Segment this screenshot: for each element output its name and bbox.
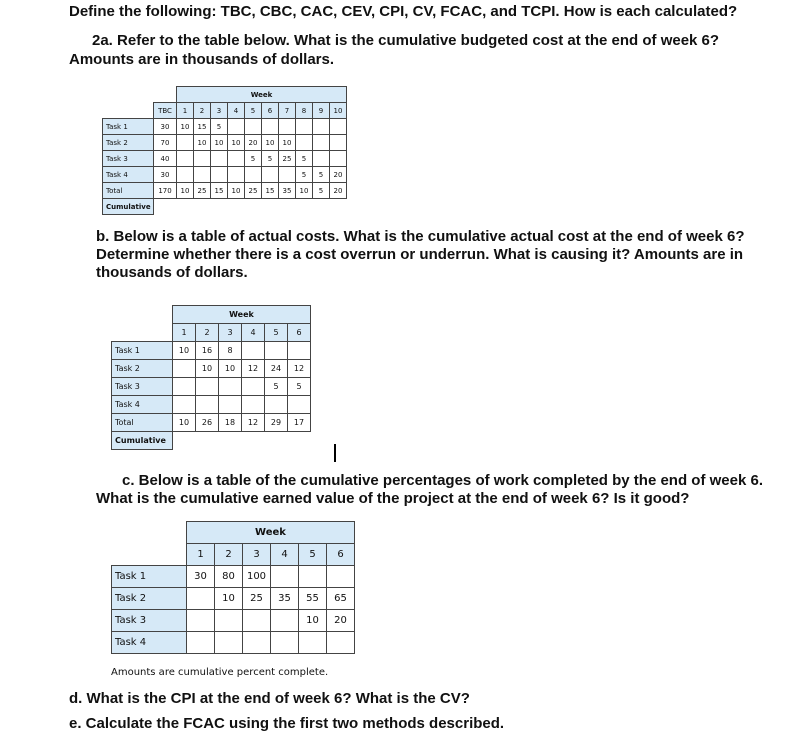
value-cell [173,396,196,414]
value-cell [215,632,243,654]
value-cell: 35 [279,183,296,199]
value-cell: 5 [313,167,330,183]
week-number: 6 [262,103,279,119]
value-cell: 29 [265,414,288,432]
tbc-cell: 40 [154,151,177,167]
budgeted-cost-table [102,86,347,215]
cumulative-row [103,199,347,215]
tbc-header: TBC [154,103,177,119]
value-cell: 10 [279,135,296,151]
percent-complete-table [111,521,355,654]
week-number: 4 [228,103,245,119]
row-label: Total [112,414,173,432]
table-row [103,135,347,151]
value-cell [173,360,196,378]
table-row [112,396,311,414]
week-number-row [112,324,311,342]
week-header: Week [173,306,311,324]
value-cell: 10 [219,360,242,378]
week-number: 2 [196,324,219,342]
value-cell [279,119,296,135]
value-cell: 25 [194,183,211,199]
value-cell: 5 [211,119,228,135]
value-cell: 100 [243,566,271,588]
value-cell: 5 [296,167,313,183]
value-cell: 55 [299,588,327,610]
value-cell [296,135,313,151]
value-cell [288,396,311,414]
value-cell [196,396,219,414]
value-cell: 12 [242,414,265,432]
table-row [112,632,355,654]
value-cell: 15 [262,183,279,199]
value-cell [271,610,299,632]
value-cell [327,566,355,588]
value-cell [262,119,279,135]
week-number: 2 [215,544,243,566]
value-cell: 10 [228,183,245,199]
week-header-row [112,522,355,544]
value-cell: 20 [330,183,347,199]
tbc-cell: 30 [154,167,177,183]
row-label: Task 2 [112,360,173,378]
value-cell [313,119,330,135]
value-cell: 65 [327,588,355,610]
value-cell [215,610,243,632]
value-cell [187,632,215,654]
value-cell [330,119,347,135]
value-cell: 10 [296,183,313,199]
week-number: 7 [279,103,296,119]
week-number: 3 [243,544,271,566]
value-cell: 10 [215,588,243,610]
tbc-cell: 70 [154,135,177,151]
question-2e: e. Calculate the FCAC using the first two methods described. [69,715,505,732]
value-cell [177,135,194,151]
value-cell: 25 [245,183,262,199]
value-cell: 5 [245,151,262,167]
row-label: Task 3 [112,378,173,396]
table-row [112,566,355,588]
week-number: 10 [330,103,347,119]
value-cell: 25 [243,588,271,610]
value-cell [242,396,265,414]
table-row [103,183,347,199]
value-cell: 15 [211,183,228,199]
table-row [112,360,311,378]
value-cell [299,632,327,654]
row-label: Task 2 [103,135,154,151]
week-number: 5 [299,544,327,566]
value-cell: 35 [271,588,299,610]
value-cell [187,588,215,610]
value-cell [330,135,347,151]
week-header-row [103,87,347,103]
value-cell [211,167,228,183]
week-number: 4 [242,324,265,342]
week-number: 1 [173,324,196,342]
value-cell: 8 [219,342,242,360]
value-cell [279,167,296,183]
value-cell: 25 [279,151,296,167]
value-cell: 15 [194,119,211,135]
tbc-cell: 30 [154,119,177,135]
question-2a-line2: Amounts are in thousands of dollars. [69,51,335,68]
value-cell: 10 [173,342,196,360]
table-row [112,378,311,396]
row-label: Task 3 [112,610,187,632]
week-number: 8 [296,103,313,119]
actual-cost-table [111,305,311,450]
cumulative-label: Cumulative [112,432,173,450]
value-cell [173,378,196,396]
table-row [103,119,347,135]
value-cell [187,610,215,632]
row-label: Task 2 [112,588,187,610]
value-cell [245,167,262,183]
value-cell [219,378,242,396]
question-2c-text: c. Below is a table of the cumulative percentages of work completed by the end of week 6. What is the cumulative earned value of the project at the end of week 6? Is it good? [96,472,764,507]
week-number-row [103,103,347,119]
week-number: 5 [265,324,288,342]
value-cell: 17 [288,414,311,432]
value-cell [243,610,271,632]
week-header: Week [177,87,347,103]
value-cell [242,378,265,396]
value-cell [243,632,271,654]
row-label: Task 4 [103,167,154,183]
value-cell [271,632,299,654]
value-cell: 5 [265,378,288,396]
row-label: Task 4 [112,396,173,414]
value-cell [228,167,245,183]
value-cell: 5 [313,183,330,199]
value-cell [245,119,262,135]
value-cell: 30 [187,566,215,588]
table-row [112,414,311,432]
week-header-row [112,306,311,324]
question-2b: b. Below is a table of actual costs. What is the cumulative actual cost at the end of week 6? Determine whether there is a cost overrun or underrun. What is causing it? Amounts are in thousands of dollars. [96,228,745,281]
value-cell: 10 [177,183,194,199]
tbc-cell: 170 [154,183,177,199]
value-cell [194,151,211,167]
question-2a-line1: 2a. Refer to the table below. What is the cumulative budgeted cost at the end of week 6? [92,32,720,49]
value-cell: 12 [242,360,265,378]
week-number-row [112,544,355,566]
row-label: Task 3 [103,151,154,167]
value-cell: 10 [299,610,327,632]
value-cell: 10 [177,119,194,135]
table-row [103,151,347,167]
value-cell: 24 [265,360,288,378]
value-cell: 10 [196,360,219,378]
value-cell: 20 [327,610,355,632]
value-cell [194,167,211,183]
value-cell [219,396,242,414]
cumulative-row [112,432,311,450]
value-cell [265,342,288,360]
week-number: 6 [288,324,311,342]
row-label: Total [103,183,154,199]
value-cell: 5 [262,151,279,167]
value-cell [228,151,245,167]
row-label: Task 4 [112,632,187,654]
value-cell: 10 [194,135,211,151]
value-cell [299,566,327,588]
value-cell: 20 [245,135,262,151]
table-row [112,342,311,360]
value-cell [196,378,219,396]
row-label: Task 1 [112,342,173,360]
value-cell: 10 [228,135,245,151]
value-cell [228,119,245,135]
value-cell [177,151,194,167]
week-number: 2 [194,103,211,119]
table-row [112,588,355,610]
value-cell [330,151,347,167]
value-cell [262,167,279,183]
value-cell: 80 [215,566,243,588]
value-cell: 10 [173,414,196,432]
week-number: 5 [245,103,262,119]
table-row [112,610,355,632]
week-number: 6 [327,544,355,566]
week-number: 4 [271,544,299,566]
value-cell: 18 [219,414,242,432]
cumulative-label: Cumulative [103,199,154,215]
value-cell: 10 [262,135,279,151]
value-cell [313,135,330,151]
row-label: Task 1 [112,566,187,588]
value-cell [265,396,288,414]
row-label: Task 1 [103,119,154,135]
week-number: 1 [177,103,194,119]
week-number: 3 [211,103,228,119]
table-row [103,167,347,183]
value-cell [242,342,265,360]
value-cell: 10 [211,135,228,151]
value-cell [288,342,311,360]
value-cell [211,151,228,167]
week-header: Week [187,522,355,544]
question-2c [96,472,786,508]
week-number: 1 [187,544,215,566]
value-cell: 5 [296,151,313,167]
value-cell: 16 [196,342,219,360]
percent-note: Amounts are cumulative percent complete. [111,667,329,678]
week-number: 9 [313,103,330,119]
week-number: 3 [219,324,242,342]
value-cell [296,119,313,135]
value-cell: 5 [288,378,311,396]
value-cell: 12 [288,360,311,378]
value-cell [271,566,299,588]
value-cell [177,167,194,183]
text-cursor [334,444,336,462]
value-cell [327,632,355,654]
value-cell: 20 [330,167,347,183]
intro-question: Define the following: TBC, CBC, CAC, CEV, CPI, CV, FCAC, and TCPI. How is each calculated? [69,3,738,20]
question-2d: d. What is the CPI at the end of week 6? What is the CV? [69,690,470,707]
value-cell: 26 [196,414,219,432]
value-cell [313,151,330,167]
